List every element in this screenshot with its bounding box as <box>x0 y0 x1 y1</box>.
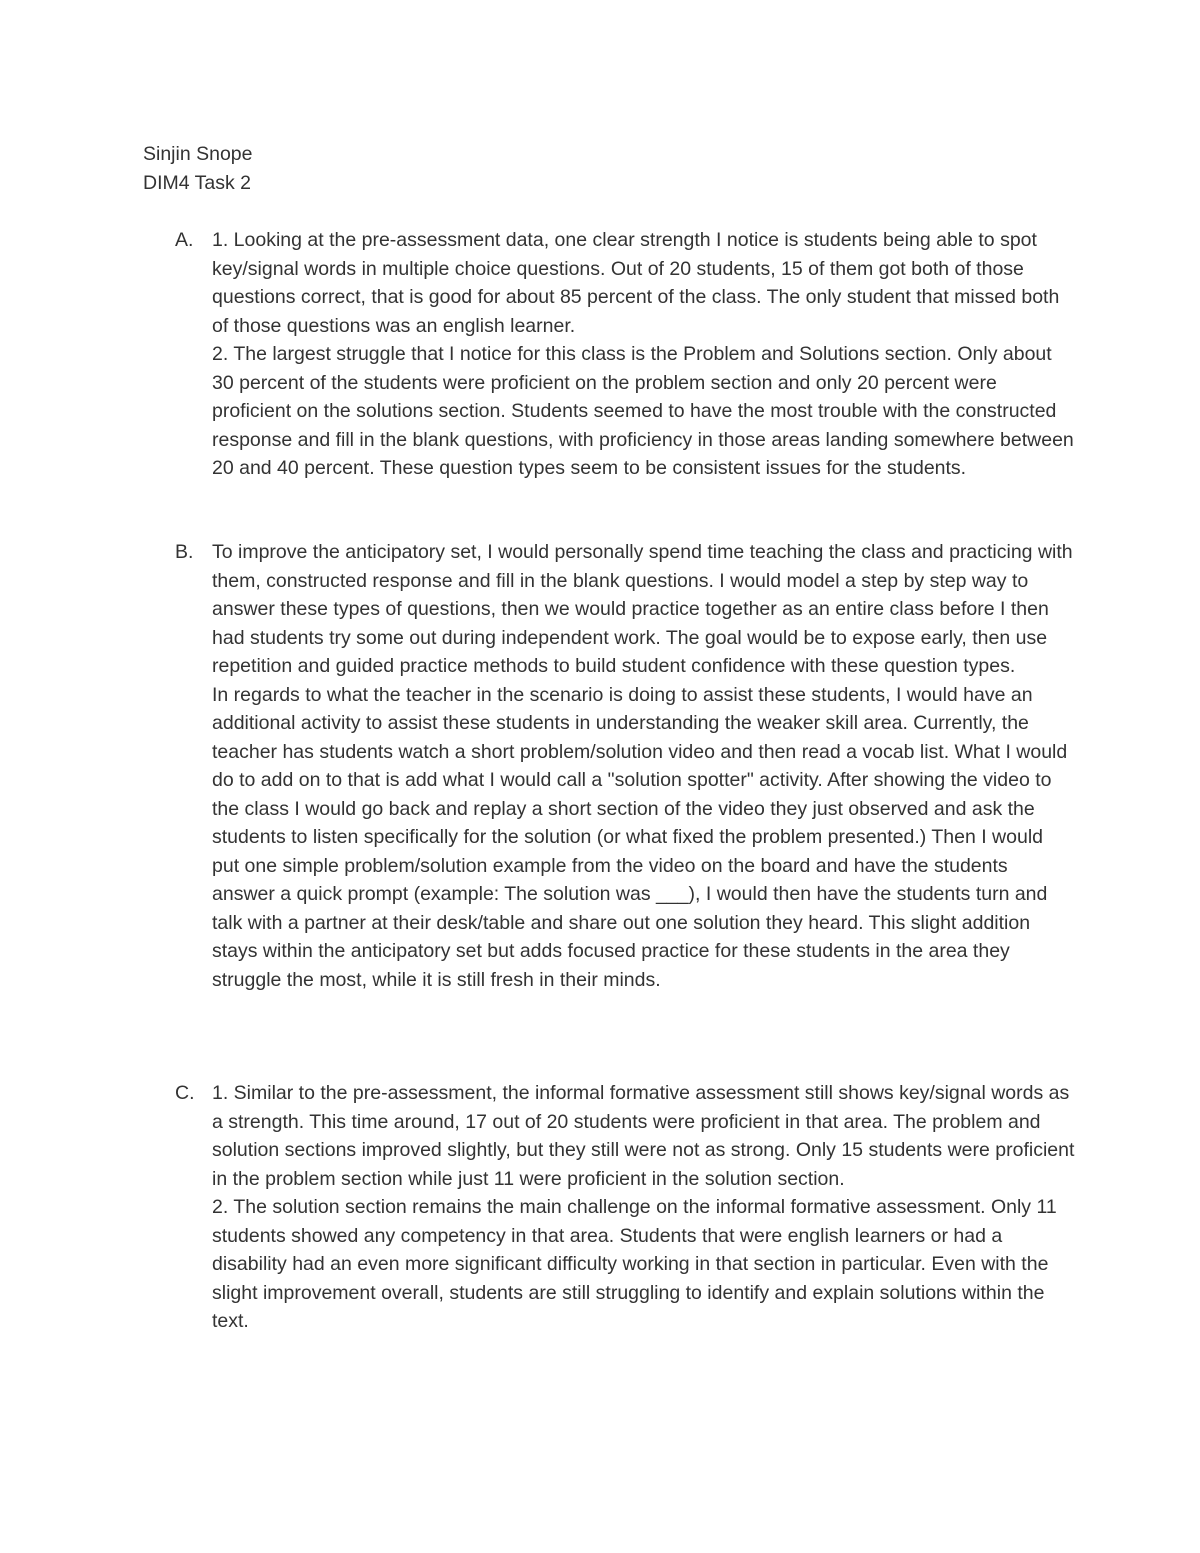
section-c <box>175 1079 1075 1336</box>
section-c-paragraph-2: 2. The solution section remains the main challenge on the informal formative assessment. Only 11 students showed any competency in that area. Students that were english learners or had a disability had an even more significant difficulty working in that section in particular. Even with the slight improvement overall, students are still struggling to identify and explain solutions within the text. <box>212 1196 1057 1332</box>
section-c-body <box>212 1079 1075 1336</box>
section-b-paragraph-1: To improve the anticipatory set, I would personally spend time teaching the class and practicing with them, constructed response and fill in the blank questions. I would model a step by step way to answer these types of questions, then we would practice together as an entire class before I then had students try some out during independent work. The goal would be to expose early, then use repetition and guided practice methods to build student confidence with these question types. <box>212 541 1073 677</box>
section-b-marker: B. <box>175 541 194 563</box>
section-a <box>175 226 1075 483</box>
section-b-paragraph-2: In regards to what the teacher in the scenario is doing to assist these students, I would have an additional activity to assist these students in understanding the weaker skill area. Currently, the teacher has students watch a short problem/solution video and then read a vocab list. What I would do to add on to that is add what I would call a "solution spotter" activity. After showing the video to the class I would go back and replay a short section of the video they just observed and ask the students to listen specifically for the solution (or what fixed the problem presented.) Then I would put one simple problem/solution example from the video on the board and have the students answer a quick prompt (example: The solution was ___), I would then have the students turn and talk with a partner at their desk/table and share out one solution they heard. This slight addition stays within the anticipatory set but adds focused practice for these students in the area they struggle the most, while it is still fresh in their minds. <box>212 683 1068 991</box>
section-a-paragraph-1: 1. Looking at the pre-assessment data, one clear strength I notice is students being able to spot key/signal words in multiple choice questions. Out of 20 students, 15 of them got both of those questions correct, that is good for about 85 percent of the class. The only student that missed both of those questions was an english learner. <box>212 229 1060 337</box>
section-b <box>175 538 1075 994</box>
task-title: DIM4 Task 2 <box>143 171 252 194</box>
author-name: Sinjin Snope <box>143 143 253 165</box>
document-header <box>143 140 253 197</box>
section-c-paragraph-1: 1. Similar to the pre-assessment, the informal formative assessment still shows key/signal words as a strength. This time around, 17 out of 20 students were proficient in that area. The problem and solution sections improved slightly, but they still were not as strong. Only 15 students were proficient in the problem section while just 11 were proficient in the solution section. <box>212 1082 1075 1190</box>
section-a-marker: A. <box>175 229 194 251</box>
section-c-marker: C. <box>175 1082 195 1104</box>
section-a-paragraph-2: 2. The largest struggle that I notice for this class is the Problem and Solutions section. Only about 30 percent of the students were proficient on the problem section and only 20 percent were proficient on the solutions section. Students seemed to have the most trouble with the constructed response and fill in the blank questions, with proficiency in those areas landing somewhere between 20 and 40 percent. These question types seem to be consistent issues for the students. <box>212 343 1074 479</box>
section-b-body <box>212 538 1075 994</box>
section-a-body <box>212 226 1075 483</box>
